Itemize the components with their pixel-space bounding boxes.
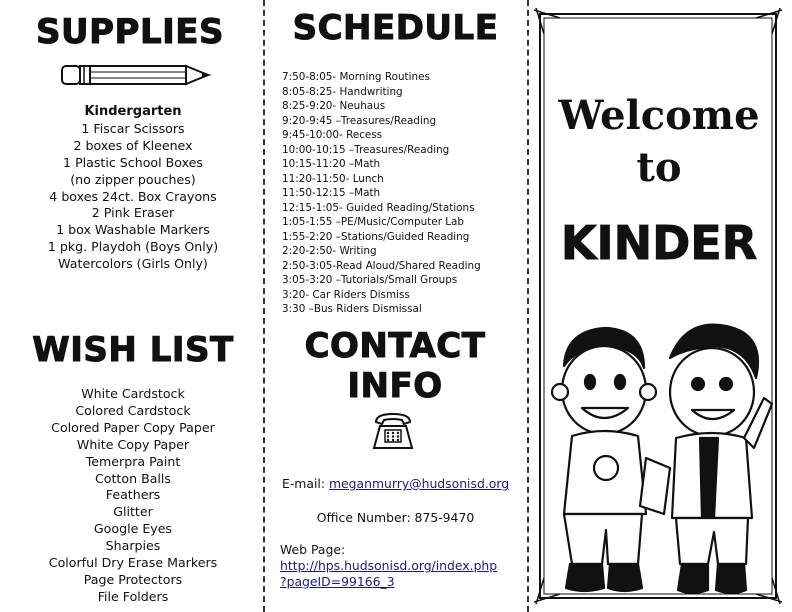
list-item: 1 box Washable Markers [56, 222, 210, 238]
cover-welcome: Welcome [558, 92, 760, 139]
telephone-icon [370, 408, 416, 454]
email-label: E-mail: [282, 476, 329, 491]
list-item: White Copy Paper [76, 436, 190, 452]
list-item: 1 pkg. Playdoh (Boys Only) [47, 239, 219, 255]
schedule-item: 9:45-10:00- Recess [282, 129, 383, 141]
schedule-item: 2:50-3:05-Read Aloud/Shared Reading [282, 259, 481, 272]
schedule-item: 3:20- Car Riders Dismiss [282, 288, 410, 301]
schedule-item: 8:05-8:25- Handwriting [282, 85, 403, 98]
web-page-link-line2[interactable]: ?pageID=99166_3 [280, 574, 395, 589]
list-item: Cotton Balls [95, 470, 171, 486]
schedule-item: 11:50-12:15 –Math [282, 187, 381, 199]
schedule-item: 10:15-11:20 –Math [282, 158, 381, 170]
wish-list [18, 386, 248, 606]
list-item: 2 Pink Eraser [91, 205, 175, 221]
supplies-subtitle: Kindergarten [84, 104, 182, 119]
contact-heading [290, 326, 500, 406]
schedule-item: 10:00-10:15 –Treasures/Reading [282, 143, 450, 156]
list-item: Colorful Dry Erase Markers [48, 555, 218, 571]
schedule-item: 3:30 –Bus Riders Dismissal [282, 303, 422, 315]
list-item: Page Protectors [83, 571, 183, 587]
list-item: Glitter [113, 504, 153, 520]
list-item: File Folders [97, 588, 169, 604]
schedule-list [282, 70, 481, 317]
cover-to: to [636, 144, 682, 191]
web-page-block [280, 542, 497, 590]
kids-illustration [546, 318, 776, 604]
schedule-item: 2:20-2:50- Writing [282, 245, 377, 257]
contact-heading-line1: CONTACT [304, 326, 486, 366]
list-item: 1 Fiscar Scissors [81, 120, 185, 136]
list-item: Watercolors (Girls Only) [58, 256, 208, 272]
schedule-item: 11:20-11:50- Lunch [282, 172, 384, 185]
list-item: Colored Cardstock [75, 402, 191, 418]
wish-list-heading: WISH LIST [32, 330, 234, 370]
supplies-heading: SUPPLIES [36, 12, 224, 52]
list-item: Sharpies [105, 538, 161, 554]
web-page-link-line1[interactable]: http://hps.hudsonisd.org/index.php [280, 558, 498, 573]
list-item: Temerpra Paint [85, 453, 181, 469]
email-line [282, 476, 509, 492]
list-item: White Cardstock [81, 386, 185, 401]
column-divider-right [527, 0, 529, 612]
supplies-list [20, 104, 246, 273]
web-page-label: Web Page: [280, 542, 346, 557]
list-item: Feathers [105, 487, 161, 503]
schedule-item: 1:55-2:20 –Stations/Guided Reading [282, 230, 470, 243]
cover-kinder: KINDER [560, 216, 758, 270]
list-item: 2 boxes of Kleenex [73, 137, 193, 153]
pencil-icon [58, 60, 218, 90]
schedule-item: 8:25-9:20- Neuhaus [282, 100, 386, 112]
list-item: Colored Paper Copy Paper [51, 419, 215, 435]
list-item: Google Eyes [93, 521, 173, 537]
list-item: 1 Plastic School Boxes [63, 154, 203, 170]
email-link[interactable]: meganmurry@hudsonisd.org [328, 476, 510, 491]
schedule-item: 9:20-9:45 –Treasures/Reading [282, 114, 437, 127]
schedule-item: 1:05-1:55 –PE/Music/Computer Lab [282, 216, 465, 228]
list-item: (no zipper pouches) [70, 171, 196, 187]
contact-heading-line2: INFO [347, 366, 443, 406]
list-item: 4 boxes 24ct. Box Crayons [49, 188, 217, 204]
schedule-item: 12:15-1:05- Guided Reading/Stations [282, 201, 475, 214]
schedule-item: 7:50-8:05- Morning Routines [282, 71, 430, 83]
office-number: Office Number: 875-9470 [316, 510, 475, 525]
schedule-item: 3:05-3:20 –Tutorials/Small Groups [282, 274, 458, 286]
schedule-heading: SCHEDULE [292, 8, 499, 48]
